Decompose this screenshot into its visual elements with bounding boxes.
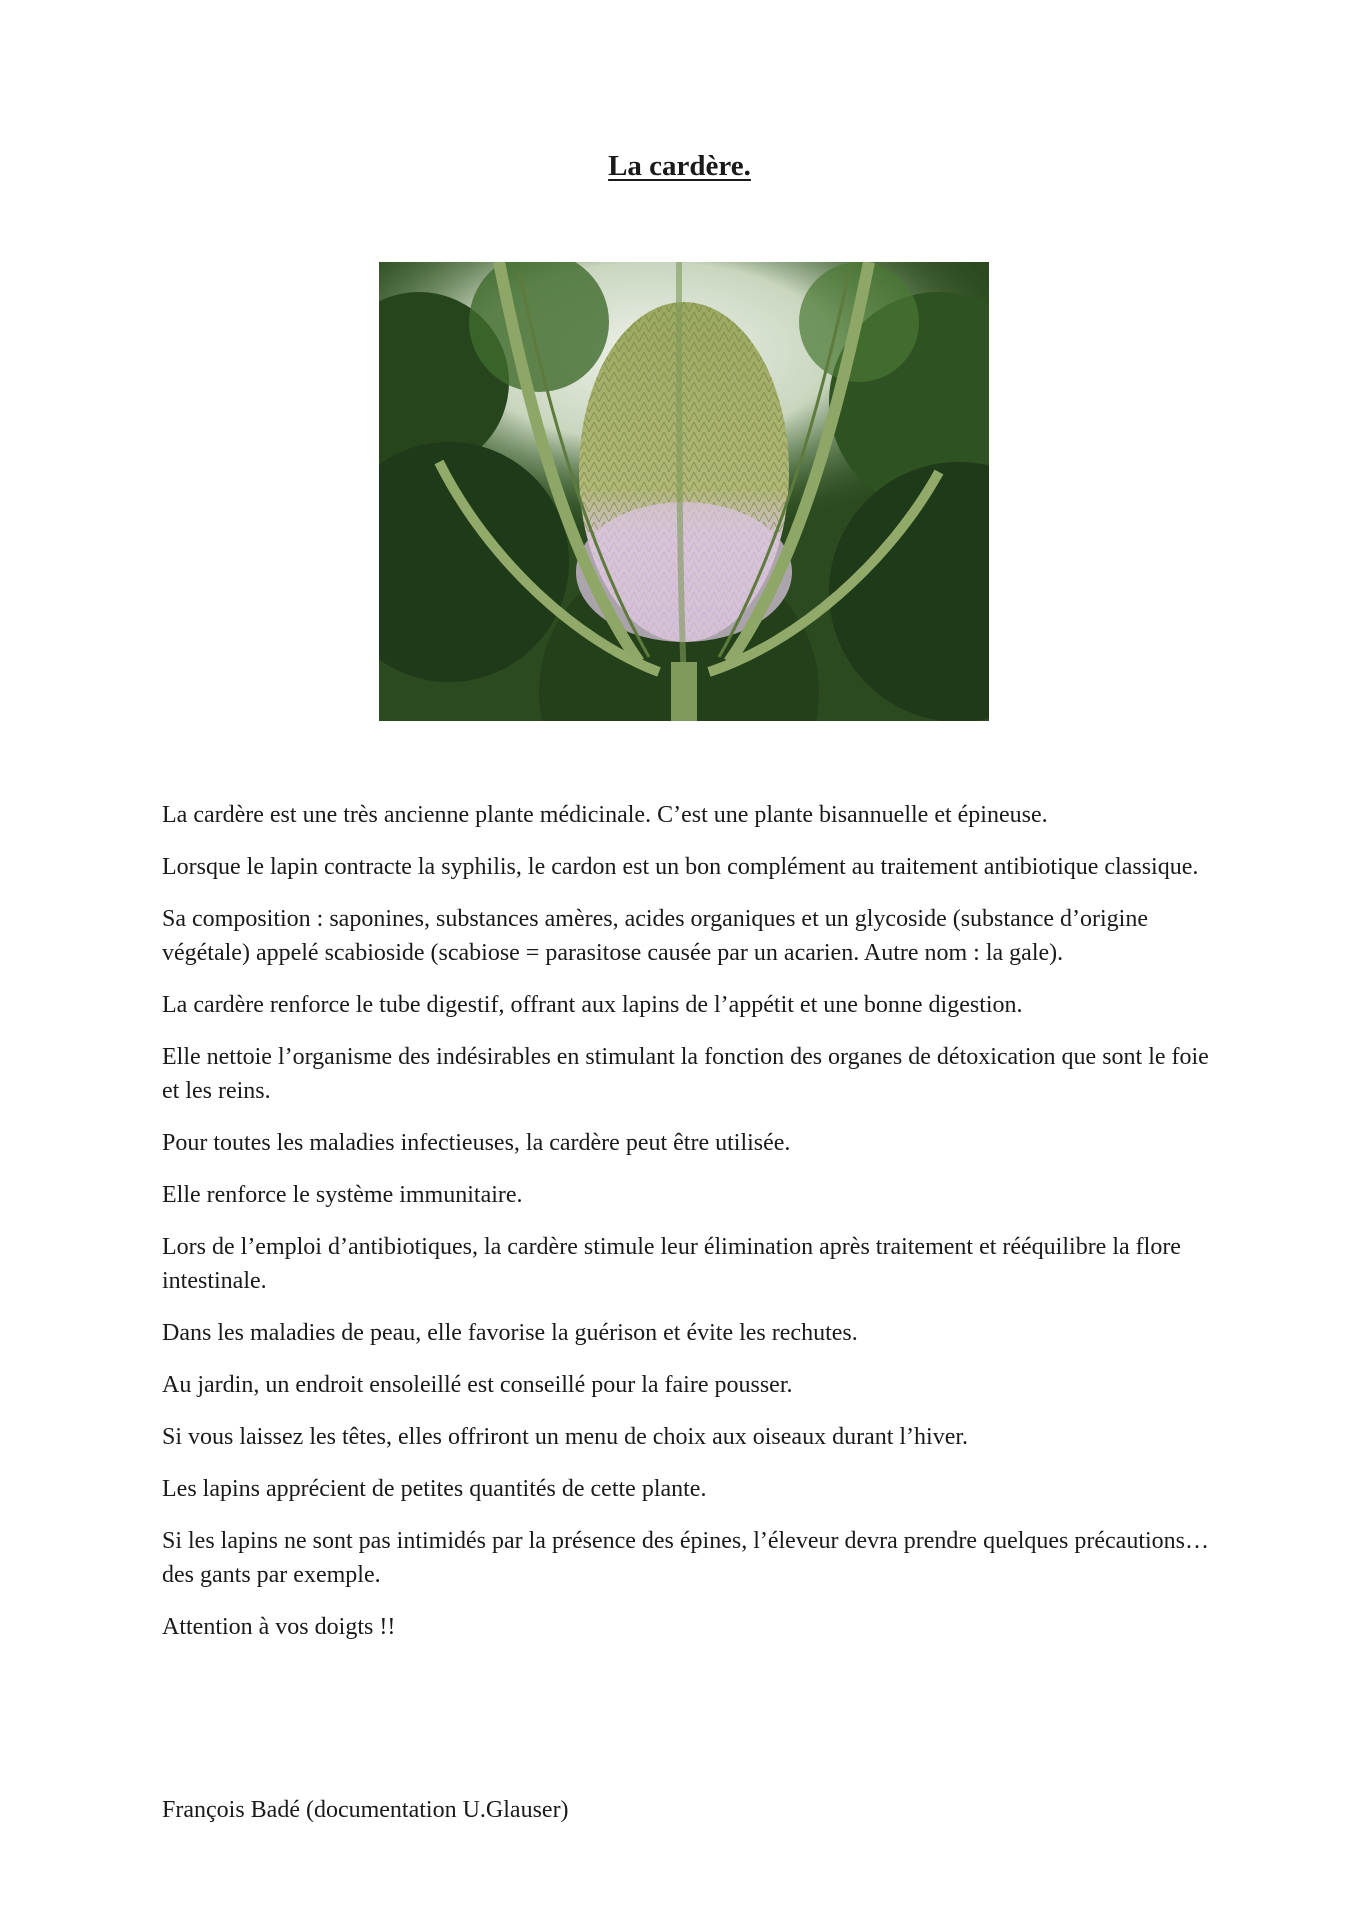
paragraph-14: Attention à vos doigts !! — [162, 1614, 396, 1640]
teasel-photo — [379, 262, 989, 721]
paragraph-11: Si vous laissez les têtes, elles offriront un menu de choix aux oiseaux durant l’hiver. — [162, 1424, 969, 1450]
paragraph-6: Pour toutes les maladies infectieuses, la cardère peut être utilisée. — [162, 1130, 791, 1156]
paragraph-8: Lors de l’emploi d’antibiotiques, la cardère stimule leur élimination après traitement et rééquilibre la flore intestinale. — [162, 1234, 1181, 1294]
paragraph-9: Dans les maladies de peau, elle favorise la guérison et évite les rechutes. — [162, 1320, 858, 1346]
paragraph-4: La cardère renforce le tube digestif, offrant aux lapins de l’appétit et une bonne digestion. — [162, 992, 1023, 1018]
paragraph-12: Les lapins apprécient de petites quantités de cette plante. — [162, 1476, 707, 1502]
paragraph-2: Lorsque le lapin contracte la syphilis, le cardon est un bon complément au traitement antibiotique classique. — [162, 854, 1199, 880]
document-body — [162, 798, 1222, 1662]
document-title: La cardère. — [608, 150, 751, 182]
teasel-illustration — [379, 262, 989, 721]
paragraph-7: Elle renforce le système immunitaire. — [162, 1182, 523, 1208]
paragraph-3: Sa composition : saponines, substances amères, acides organiques et un glycoside (substance d’origine végétale) appelé scabioside (scabiose = parasitose causée par un acarien. Autre nom : la gale). — [162, 906, 1148, 966]
paragraph-13: Si les lapins ne sont pas intimidés par la présence des épines, l’éleveur devra prendre quelques précautions…des gants par exemple. — [162, 1528, 1209, 1588]
paragraph-5: Elle nettoie l’organisme des indésirables en stimulant la fonction des organes de détoxication que sont le foie et les reins. — [162, 1044, 1209, 1104]
signature: François Badé (documentation U.Glauser) — [162, 1797, 569, 1823]
paragraph-10: Au jardin, un endroit ensoleillé est conseillé pour la faire pousser. — [162, 1372, 793, 1398]
paragraph-1: La cardère est une très ancienne plante médicinale. C’est une plante bisannuelle et épineuse. — [162, 802, 1048, 828]
